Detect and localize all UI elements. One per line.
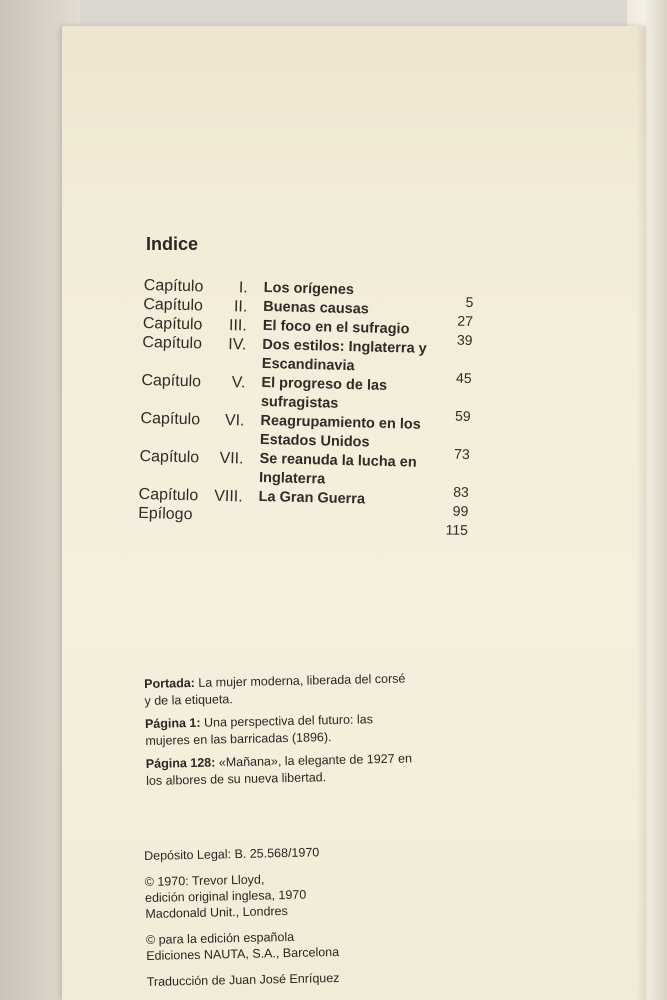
note-text: La mujer moderna, liberada del corsé y de la etiqueta. <box>144 671 406 708</box>
chapter-word: Capítulo <box>143 295 204 315</box>
copyright-line: Macdonald Unit., Londres <box>145 904 288 921</box>
note-label: Página 128: <box>145 755 216 771</box>
chapter-number: I. <box>238 279 248 297</box>
chapter-title: Se reanuda la lucha en Inglaterra <box>258 450 417 488</box>
copyright-line: edición original inglesa, 1970 <box>144 887 307 905</box>
chapter-page: 5 <box>465 293 474 311</box>
chapter-number <box>202 505 242 506</box>
chapter-page: 39 <box>456 331 473 349</box>
chapter-word: Capítulo <box>140 409 201 429</box>
copyright-line: © para la edición española <box>145 929 295 947</box>
chapter-page: 45 <box>455 369 472 387</box>
chapter-number: II. <box>233 298 248 316</box>
chapter-title: Reagrupamiento en los Estados Unidos <box>259 412 421 451</box>
chapter-page: 83 <box>453 483 470 500</box>
note-portada <box>144 670 415 710</box>
note-label: Portada: <box>144 675 196 691</box>
chapter-page: 59 <box>454 407 471 425</box>
chapter-title: La Gran Guerra <box>258 488 366 508</box>
image-credits <box>144 670 416 796</box>
deposito-legal: Depósito Legal: B. 25.568/1970 <box>144 845 320 863</box>
note-text: «Mañana», la elegante de 1927 en los albores de su nueva libertad. <box>146 751 413 788</box>
index-title: Indice <box>146 234 199 254</box>
chapter-word: Capítulo <box>143 276 204 296</box>
chapter-number: IV. <box>228 336 247 354</box>
chapter-word: Capítulo <box>142 314 203 334</box>
page-edge-shadow <box>636 26 646 1000</box>
copyright-original <box>145 868 436 922</box>
chapter-page: 99 <box>452 502 469 519</box>
note-pagina-128 <box>146 750 417 790</box>
chapter-page: 115 <box>445 521 469 538</box>
book-page <box>62 26 646 1000</box>
note-label: Página 1: <box>144 715 201 731</box>
chapter-word: Epílogo <box>137 504 193 524</box>
chapter-page: 73 <box>453 445 470 463</box>
chapter-title: El foco en el sufragio <box>262 317 410 338</box>
chapter-number: VI. <box>224 412 245 430</box>
copyright-spanish <box>146 926 437 964</box>
chapter-number: VII. <box>219 449 244 468</box>
legal-info <box>144 842 437 1000</box>
chapter-number: VIII. <box>213 487 243 506</box>
note-text: Una perspectiva del futuro: las mujeres en las barricadas (1896). <box>145 712 374 748</box>
chapter-title: Dos estilos: Inglaterra y Escandinavia <box>261 336 427 375</box>
chapter-page: 27 <box>457 312 474 330</box>
chapter-title: Los orígenes <box>263 279 355 299</box>
chapter-word: Capítulo <box>139 447 200 467</box>
translator-credit: Traducción de Juan José Enríquez <box>146 970 340 989</box>
chapter-title: Buenas causas <box>263 298 370 318</box>
chapter-word: Capítulo <box>141 371 202 391</box>
chapter-number: V. <box>231 374 246 392</box>
copyright-line: Ediciones NAUTA, S.A., Barcelona <box>146 944 340 963</box>
chapter-word: Capítulo <box>142 333 203 353</box>
table-of-contents <box>137 276 474 538</box>
note-pagina-1 <box>145 710 416 750</box>
chapter-word: Capítulo <box>138 485 199 505</box>
chapter-title: El progreso de las sufragistas <box>260 374 388 412</box>
copyright-line: © 1970: Trevor Lloyd, <box>144 872 265 889</box>
chapter-number: III. <box>228 317 248 335</box>
